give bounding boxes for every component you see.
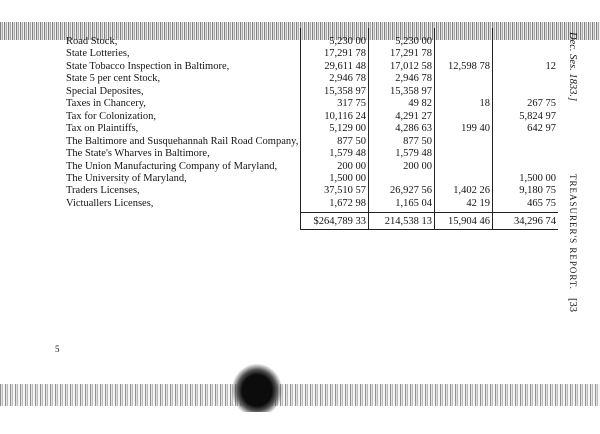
row-label: State Lotteries, <box>66 48 130 60</box>
row-value-v1: 1,672 98 <box>329 197 366 209</box>
row-label: The State's Wharves in Baltimore, <box>66 148 210 160</box>
row-value-v1: 29,611 48 <box>324 60 366 72</box>
row-label: State 5 per cent Stock, <box>66 73 161 85</box>
row-value-v1: 1,579 48 <box>329 148 366 160</box>
row-value-v4: 12 <box>545 60 556 72</box>
row-value-v4: 1,500 00 <box>519 172 556 184</box>
total-amount: $264,789 33 <box>313 216 366 227</box>
total-col4: 34,296 74 <box>514 216 556 227</box>
row-value-v2: 5,230 00 <box>395 36 432 47</box>
row-value-v2: 4,291 27 <box>395 110 432 122</box>
row-label: Tax for Colonization, <box>66 110 156 122</box>
row-label: The Baltimore and Susquehannah Rail Road Company, <box>66 135 299 147</box>
row-value-v3: 1,402 26 <box>453 185 490 197</box>
column-rule-2 <box>368 28 369 230</box>
row-label: Special Deposites, <box>66 85 144 97</box>
row-label: Taxes in Chancery, <box>66 98 146 110</box>
row-value-v1: 10,116 24 <box>324 110 366 122</box>
row-value-v1: 877 50 <box>337 135 366 147</box>
totals-rule-bottom <box>300 229 558 230</box>
row-value-v3: 42 19 <box>466 197 490 209</box>
scan-noise-bottom <box>0 384 600 406</box>
row-value-v2: 49 82 <box>408 98 432 110</box>
running-head-title: TREASURER'S REPORT. <box>568 174 578 290</box>
binding-shadow <box>232 364 282 412</box>
row-value-v4: 642 97 <box>527 123 556 135</box>
row-value-v2: 877 50 <box>403 135 432 147</box>
total-col3: 15,904 46 <box>448 216 490 227</box>
row-label: Road Stock, <box>66 36 118 47</box>
column-rule-4 <box>492 28 493 230</box>
row-value-v1: 200 00 <box>337 160 366 172</box>
row-value-v1: 17,291 78 <box>324 48 366 60</box>
row-label: Traders Licenses, <box>66 185 140 197</box>
row-value-v1: 2,946 78 <box>329 73 366 85</box>
row-value-v3: 18 <box>479 98 490 110</box>
total-paid: 214,538 13 <box>384 216 432 227</box>
totals-rule <box>300 212 558 213</box>
column-rule-1 <box>300 28 301 230</box>
column-rule-3 <box>434 28 435 230</box>
row-value-v1: 1,500 00 <box>329 172 366 184</box>
row-value-v2: 17,012 58 <box>390 60 432 72</box>
row-value-v4: 9,180 75 <box>519 185 556 197</box>
row-value-v2: 26,927 56 <box>390 185 432 197</box>
row-value-v1: 5,129 00 <box>329 123 366 135</box>
margin-marker: 5 <box>55 344 60 354</box>
row-value-v2: 1,579 48 <box>395 148 432 160</box>
row-value-v1: 37,510 57 <box>324 185 366 197</box>
row-value-v1: 317 75 <box>337 98 366 110</box>
row-value-v2: 15,358 97 <box>390 85 432 97</box>
row-value-v3: 12,598 78 <box>448 60 490 72</box>
row-value-v1: 5,230 00 <box>329 36 366 47</box>
row-value-v4: 267 75 <box>527 98 556 110</box>
running-head <box>556 26 586 326</box>
row-value-v2: 2,946 78 <box>395 73 432 85</box>
row-label: The University of Maryland, <box>66 172 187 184</box>
row-label: The Union Manufacturing Company of Maryland, <box>66 160 278 172</box>
row-value-v4: 465 75 <box>527 197 556 209</box>
running-head-page: [33 <box>567 298 578 312</box>
row-value-v4: 5,824 97 <box>519 110 556 122</box>
running-head-date: Dec. Ses. 1833.] <box>567 32 578 102</box>
row-label: State Tobacco Inspection in Baltimore, <box>66 60 230 72</box>
row-label: Victuallers Licenses, <box>66 197 154 209</box>
row-value-v3: 199 40 <box>461 123 490 135</box>
row-value-v1: 15,358 97 <box>324 85 366 97</box>
row-value-v2: 4,286 63 <box>395 123 432 135</box>
row-label: Tax on Plaintiffs, <box>66 123 139 135</box>
row-value-v2: 200 00 <box>403 160 432 172</box>
row-value-v2: 17,291 78 <box>390 48 432 60</box>
row-value-v2: 1,165 04 <box>395 197 432 209</box>
